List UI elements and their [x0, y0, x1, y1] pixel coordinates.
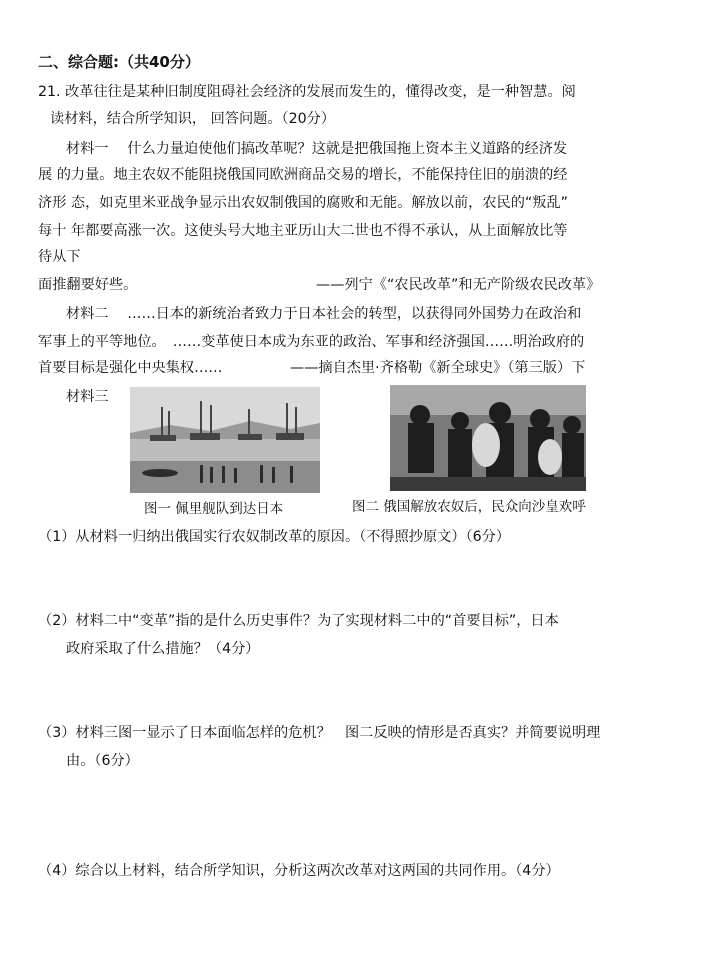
material-one-text: 面推翻要好些。 — [38, 277, 138, 293]
sub-question-3-cont: 由。（6分） — [66, 753, 139, 769]
sub-question-2-cont: 政府采取了什么措施？（4分） — [66, 641, 260, 657]
material-two-source: ——摘自杰里·齐格勒《新全球史》（第三版）下 — [290, 360, 586, 376]
material-two: 材料二 ……日本的新统治者致力于日本社会的转型，以获得同外国势力在政治和 — [66, 306, 582, 322]
question-intro: 21. 改革往往是某种旧制度阻碍社会经济的发展而发生的，懂得改变，是一种智慧。阅 — [38, 84, 576, 100]
material-one-text: 济形 态，如克里米亚战争显示出农奴制俄国的腐败和无能。解放以前，农民的“叛乱” — [38, 195, 568, 211]
section-title: 二、综合题:（共40分） — [38, 53, 200, 71]
material-one-text: 每十 年都要高涨一次。这使头号大地主亚历山大二世也不得不承认，从上面解放比等 — [38, 223, 568, 239]
figure-one-caption: 图一 佩里舰队到达日本 — [144, 501, 284, 517]
material-one-source: ——列宁《“农民改革”和无产阶级农民改革》 — [316, 277, 601, 293]
figure-perry-fleet — [130, 387, 320, 493]
material-one-text: 待从下 — [38, 249, 81, 265]
sub-question-1: （1）从材料一归纳出俄国实行农奴制改革的原因。（不得照抄原文）（6分） — [38, 529, 511, 545]
sub-question-4: （4）综合以上材料，结合所学知识，分析这两次改革对这两国的共同作用。（4分） — [38, 863, 560, 879]
sub-question-3: （3）材料三图一显示了日本面临怎样的危机？ 图二反映的情形是否真实？并简要说明理 — [38, 725, 601, 741]
figure-crowd-cheering — [390, 385, 586, 491]
material-one: 材料一 什么力量迫使他们搞改革呢？这就是把俄国拖上资本主义道路的经济发 — [66, 141, 568, 157]
question-intro-cont: 读材料，结合所学知识， 回答问题。（20分） — [50, 111, 336, 127]
material-two-text: 首要目标是强化中央集权…… — [38, 360, 223, 376]
material-one-text: 展 的力量。地主农奴不能阻挠俄国同欧洲商品交易的增长，不能保持住旧的崩溃的经 — [38, 167, 568, 183]
figure-two-caption: 图二 俄国解放农奴后，民众向沙皇欢呼 — [352, 499, 586, 515]
sub-question-2: （2）材料二中“变革”指的是什么历史事件？为了实现材料二中的“首要目标”，日本 — [38, 613, 559, 629]
material-two-text: 军事上的平等地位。 ……变革使日本成为东亚的政治、军事和经济强国……明治政府的 — [38, 334, 585, 350]
material-three-label: 材料三 — [66, 389, 109, 405]
